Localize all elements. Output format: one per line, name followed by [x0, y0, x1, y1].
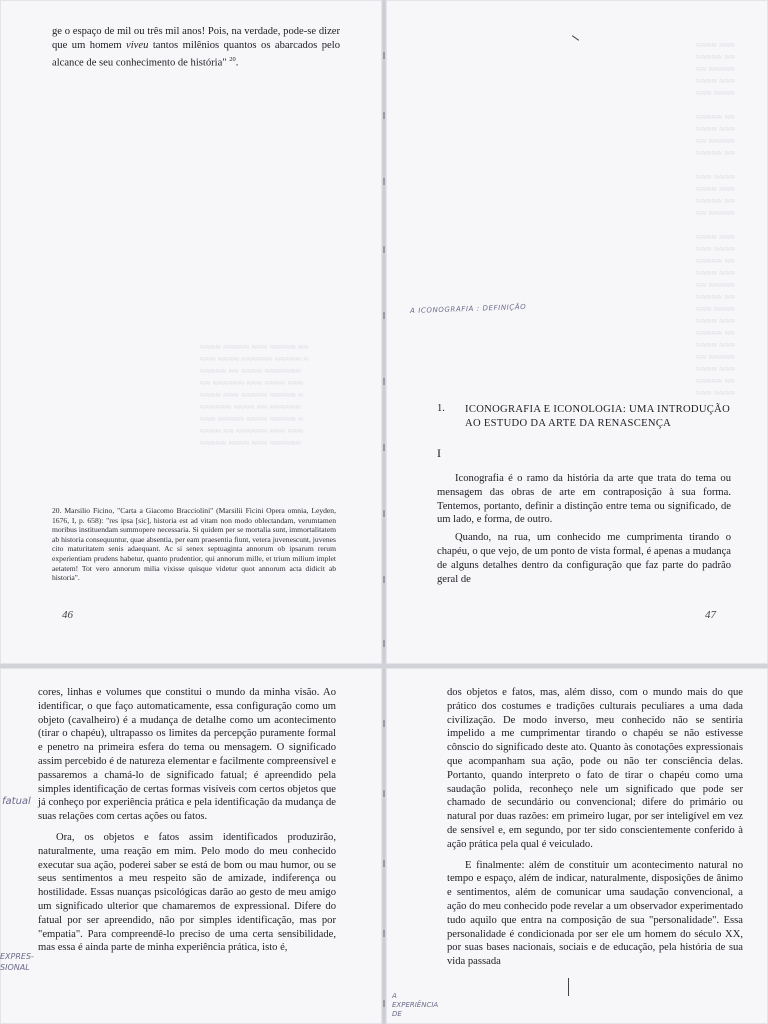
- bleed-through-text: ≈≈≈≈ ≈≈≈≈≈ ≈≈≈ ≈≈≈≈≈ ≈≈ ≈≈≈ ≈≈≈≈ ≈≈≈≈≈≈ ≈≈≈≈≈ ≈ ≈≈≈≈≈ ≈≈ ≈≈≈≈ ≈≈≈≈≈≈≈ ≈≈ ≈≈≈≈≈≈ ≈≈≈ ≈≈≈≈ ≈≈≈ ≈≈≈≈ ≈≈≈ ≈≈≈≈≈ ≈≈≈≈≈ ≈ ≈≈≈≈≈≈ ≈≈≈≈ ≈≈ ≈≈≈≈≈≈ ≈≈≈ ≈≈≈≈≈ ≈≈≈≈ ≈≈≈≈≈ ≈ ≈≈≈≈ ≈≈ ≈≈≈≈≈≈ ≈≈≈ ≈≈≈ ≈≈≈≈≈ ≈≈≈≈ ≈≈≈ ≈≈≈≈≈≈: [200, 343, 309, 449]
- emphasis-viveu: viveu: [126, 39, 149, 51]
- binding-mark: [383, 576, 385, 583]
- paragraph-iconografia: Iconografia é o ramo da história da arte que trata do tema ou mensagem das obras de arte em contraposição à sua forma. Tentemos, portanto, definir a distinção entre tema ou significado, de um lado, e forma, de outro.: [437, 473, 731, 526]
- binding-mark: [383, 930, 385, 937]
- page-number-47: 47: [705, 609, 716, 621]
- page-gap: [0, 664, 768, 668]
- pencil-annotation: A ICONOGRAFIA : DEFINIÇÃO: [409, 302, 527, 316]
- chapter-number: 1.: [437, 403, 445, 414]
- page-49-body: [447, 686, 743, 969]
- footnote-ref[interactable]: 20: [229, 55, 236, 63]
- pencil-bracket: [568, 978, 569, 996]
- binding-mark: [383, 444, 385, 451]
- margin-note-expressional: EXPRES-SIONAL: [0, 952, 34, 972]
- paragraph-cores: cores, linhas e volumes que constitui o mundo da minha visão. Ao identificar, o que faço automaticamente, essa configuração como um objeto (cavalheiro) é a mudança de detalhe como um acontecimento (tirar o chapéu), ultrapasso os limites da percepção puramente formal e penetro na primeira esfera do tema ou mensagem. O significado assim percebido é de natureza elementar e facilmente compreensível e passaremos a chamá-lo de significado fatual; é apreendido pela simples identificação de certas formas visíveis com certos objetos que já conheço por experiência prática e pela identificação da mudança de suas relações com certas ações ou fatos.: [38, 687, 336, 823]
- binding-mark: [383, 246, 385, 253]
- binding-mark: [383, 860, 385, 867]
- binding-mark: [383, 178, 385, 185]
- bleed-through-text: ≈≈≈≈ ≈≈≈ ≈≈≈≈≈ ≈≈ ≈≈ ≈≈≈≈≈ ≈≈≈≈ ≈≈≈ ≈≈≈ ≈≈≈≈ ≈≈≈≈≈ ≈≈ ≈≈≈≈ ≈≈≈ ≈≈ ≈≈≈≈≈ ≈≈≈≈≈ ≈≈ ≈≈≈ ≈≈≈≈ ≈≈≈≈ ≈≈≈ ≈≈≈≈≈ ≈≈ ≈≈ ≈≈≈≈≈ ≈≈≈≈ ≈≈≈ ≈≈≈ ≈≈≈≈ ≈≈≈≈≈ ≈≈ ≈≈≈≈ ≈≈≈ ≈≈ ≈≈≈≈≈ ≈≈≈≈≈ ≈≈ ≈≈≈ ≈≈≈≈ ≈≈≈≈ ≈≈≈ ≈≈≈≈≈ ≈≈ ≈≈≈≈ ≈≈≈ ≈≈ ≈≈≈≈≈ ≈≈≈≈ ≈≈≈ ≈≈≈≈≈ ≈≈ ≈≈≈ ≈≈≈≈: [696, 41, 735, 398]
- binding-mark: [383, 312, 385, 319]
- section-numeral: I: [437, 446, 441, 460]
- paragraph-dos-objetos: dos objetos e fatos, mas, além disso, com o mundo mais do que prático dos costumes e tradições culturais peculiares a uma dada civilização. De modo inverso, meu conhecido não se sentiria impelido a me cumprimentar tirando o chapéu se não estivesse cônscio do significado deste ato. Quanto às conotações expressionais que acompanham sua ação, pode ou não ter consciência delas. Portanto, quando interpreto o fato de tirar o chapéu como uma saudação polida, reconheço nele um significado que pode ser chamado de secundário ou convencional; difere do primário ou natural por duas razões: em primeiro lugar, por ser inteligível em vez de sensível e, em segundo, por ter sido conscientemente conferido à ação prática pela qual é veiculado.: [447, 687, 743, 850]
- margin-note-fatual: fatual: [2, 796, 31, 807]
- binding-mark: [383, 720, 385, 727]
- paragraph-quando: Quando, na rua, um conhecido me cumprimenta tirando o chapéu, o que vejo, de um ponto de vista formal, é apenas a mudança de alguns detalhes dentro da configuração que faz parte do padrão geral de: [437, 532, 731, 585]
- page-number-46: 46: [62, 609, 73, 621]
- text-run: ge o espaço de mil ou três mil anos! Pois, na verdade, pode-se dizer que um homem: [52, 26, 340, 51]
- page-46-top-paragraph: [52, 25, 340, 70]
- binding-mark: [383, 52, 385, 59]
- binding-mark: [383, 790, 385, 797]
- text-run: tantos milênios quantos os abarcados pelo alcance de seu conhecimento de história": [52, 39, 340, 69]
- binding-mark: [383, 1000, 385, 1007]
- binding-mark: [383, 510, 385, 517]
- binding-mark: [383, 378, 385, 385]
- text-run: .: [235, 57, 239, 69]
- binding-mark: [383, 112, 385, 119]
- page-48-body: [38, 686, 336, 955]
- paragraph-ora: Ora, os objetos e fatos assim identificados produzirão, naturalmente, uma reação em mim. Pelo modo do meu conhecido executar sua ação, poderei saber se está de bom ou mau humor, ou se seus sentimentos a meu respeito são de amizade, indiferença ou hostilidade. Essas nuanças psicológicas darão ao gesto de meu amigo um significado ulterior que chamaremos de expressional. Difere do fatual por ser apreendido, não por simples identificação, mas por "empatia". Para compreendê-lo preciso de uma certa sensibilidade, mas essa é ainda parte de minha experiência prática, isto é,: [38, 831, 336, 954]
- chapter-title: ICONOGRAFIA E ICONOLOGIA: UMA INTRODUÇÃO AO ESTUDO DA ARTE DA RENASCENÇA: [465, 404, 731, 429]
- page-47-body: [437, 472, 731, 586]
- margin-note-experiencia: A EXPERIÊNCIA DE: [392, 992, 439, 1018]
- footnote-20: 20. Marsilio Ficino, "Carta a Giacomo Bracciolini" (Marsilii Ficini Opera omnia, Leyden, 1676, I, p. 658): "res ipsa [sic], historia est ad vitam non modo oblectandam, verumtamen moribus instituendam summopere necessaria. Si quidem per se mortalia sunt, immortalitatem ab historia consequuntur, quae absentia, per eam praesentia fiunt, vetera juvenescunt, juvenes cito maturitatem senis adaequant. Ac si senex septuaginta annorum ob ipsarum rerum experientiam prudens habetur, quanto prudentior, qui annorum mille, et trium milium implet aetatem! Tot vero annorum milia vixisse quisque videtur quot annorum acta didicit ab historia".: [52, 506, 336, 583]
- binding-mark: [383, 640, 385, 647]
- paragraph-e-finalmente: E finalmente: além de constituir um acontecimento natural no tempo e espaço, além de indicar, naturalmente, disposições de ânimo e sentimentos, além de comunicar uma saudação convencional, a ação do meu conhecido pode revelar a um observador experimentado tudo aquilo que entra na composição de sua "personalidade". Essa personalidade é condicionada por ser ele um homem do século XX, por suas bases nacionais, sociais e de educação, pela história de sua vida passada: [447, 859, 743, 968]
